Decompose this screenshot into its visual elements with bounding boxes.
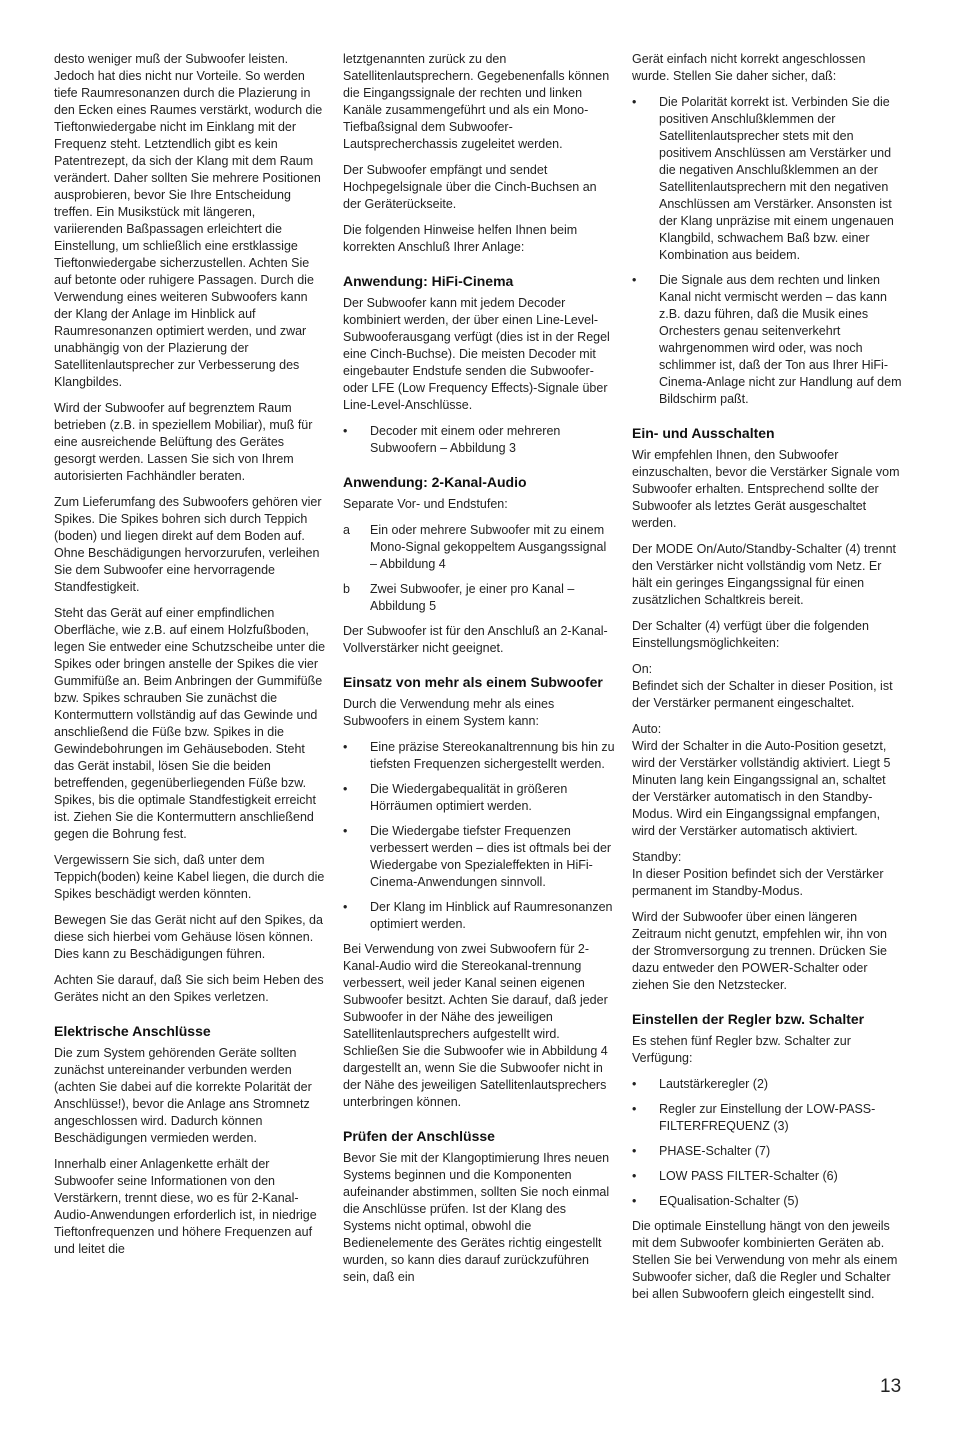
list-item-text: EQualisation-Schalter (5) [659,1194,799,1208]
section-heading-regler-schalter: Einstellen der Regler bzw. Schalter [632,1011,865,1027]
list-item [343,823,615,891]
paragraph: desto weniger muß der Subwoofer leisten. Jedoch hat dies nicht nur Vorteile. So werden tiefe Raumresonanzen durch die Plazierung in den Ecken eines Raumes verstärkt, wodurch die Tieftonwiedergabe nicht im Einklang mit der Frequenz steht. Letztendlich gibt es kein Patentrezept, da sich der Klang mit dem Raum verändert. Daher sollten Sie mehrere Positionen ausprobieren, bevor Sie Ihre Entscheidung treffen. Ein Musikstück mit längeren, variierenden Baßpassagen erleichtert die Einstellung, um schließlich eine erstklassige Tieftonwiedergabe sicherzustellen. Achten Sie auf betonte oder ruhigere Passagen. Durch die Verwendung eines weiteren Subwoofers kann der Klang der Anlage im Hinblick auf Raumresonanzen optimiert werden, und zwar unabhängig von der Plazierung der Satellitenlautsprecher zur Verbesserung des Klangbildes. [54,52,323,389]
bullet-marker: • [343,824,348,838]
bullet-marker: • [632,1102,637,1116]
list-item-text: Zwei Subwoofer, je einer pro Kanal – Abbildung 5 [370,582,575,613]
bullet-marker: • [632,1077,637,1091]
list-item [343,581,615,615]
paragraph: Separate Vor- und Endstufen: [343,497,508,511]
paragraph: Der Subwoofer kann mit jedem Decoder kombiniert werden, der über einen Line-Level-Subwooferausgang verfügt (dies ist in der Regel eine Cinch-Buchse). Die meisten Decoder mit eingebauter Endstufe senden die Subwoofer- oder LFE (Low Frequency Effects)-Signale über Line-Level-Anschlüsse. [343,296,610,412]
list-item-text: Der Klang im Hinblick auf Raumresonanzen optimiert werden. [370,900,613,931]
column-1 [54,51,326,1267]
list-item-text: LOW PASS FILTER-Schalter (6) [659,1169,838,1183]
section-heading-hifi-cinema: Anwendung: HiFi-Cinema [343,273,514,289]
list-item [632,272,904,408]
list-item-text: Lautstärkeregler (2) [659,1077,769,1091]
paragraph: Der MODE On/Auto/Standby-Schalter (4) trennt den Verstärker nicht vollständig vom Netz. Er hält ein geringes Eingangssignal für einen zusätzlichen Schaltkreis bereit. [632,542,896,607]
column-2 [343,51,615,1295]
paragraph: Die folgenden Hinweise helfen Ihnen beim korrekten Anschluß Ihrer Anlage: [343,223,578,254]
section-heading-ein-und-ausschalten: Ein- und Ausschalten [632,425,775,441]
paragraph: letztgenannten zurück zu den Satellitenlautsprechern. Gegebenenfalls können die Eingangssignale der rechten und linken Kanäle zusammengeführt und als ein Mono-Tiefbaßsignal dem Subwoofer-Lautsprecherchassis zugeleitet werden. [343,52,610,151]
bullet-marker: • [343,782,348,796]
paragraph: Wird der Subwoofer auf begrenztem Raum betrieben (z.B. in speziellem Mobiliar), muß für eine ausreichende Belüftung des Gerätes gesorgt werden. Lassen Sie sich von Ihrem autorisierten Fachhändler beraten. [54,401,313,483]
paragraph: Der Schalter (4) verfügt über die folgenden Einstellungsmöglichkeiten: [632,619,869,650]
list-item-text: Regler zur Einstellung der LOW-PASS-FILTERFREQUENZ (3) [659,1102,876,1133]
paragraph: Steht das Gerät auf einer empfindlichen Oberfläche, wie z.B. auf einem Holzfußboden, legen Sie entweder eine Schutzscheibe unter die Spikes oder bringen anstelle der Spikes die vier Gummifüße an. Beim Anbringen der Gummifüße bzw. Spikes schrauben Sie zunächst die Kontermuttern vollständig auf das Gewinde und anschließend die Füße bzw. Spikes in die Gewindebohrungen im Gehäuseboden. Steht das Gerät instabil, lösen Sie die beiden betreffenden, gegenüberliegenden Füße bzw. Spikes, bis die optimale Standfestigkeit erreicht ist. Ziehen Sie die Kontermuttern anschließend gegen die Bohrung fest. [54,606,326,841]
list-item [632,1143,904,1160]
bullet-marker: • [632,1169,637,1183]
mode-standby-description [632,849,904,900]
paragraph: Der Subwoofer ist für den Anschluß an 2-Kanal-Vollverstärker nicht geeignet. [343,624,608,655]
list-item [632,94,904,264]
list-item [343,781,615,815]
section-heading-elektrische-anschluesse: Elektrische Anschlüsse [54,1023,211,1039]
mode-auto-label: Auto: [632,722,662,736]
mode-on-description [632,661,904,712]
mode-standby-label: Standby: [632,850,682,864]
page-number: 13 [880,1376,902,1397]
bullet-marker: • [632,95,637,109]
column-3 [632,51,904,1312]
list-item [343,423,615,457]
bullet-marker: • [343,740,348,754]
list-item [632,1101,904,1135]
mode-auto-description [632,721,904,840]
mode-on-text: Befindet sich der Schalter in dieser Position, ist der Verstärker permanent eingeschaltet. [632,679,893,710]
list-item-text: Die Wiedergabequalität in größeren Hörräumen optimiert werden. [370,782,568,813]
mode-on-label: On: [632,662,653,676]
bullet-marker: • [632,1144,637,1158]
list-item-text: Die Wiedergabe tiefster Frequenzen verbessert werden – dies ist oftmals bei der Wiedergabe von Spezialeffekten in HiFi-Cinema-Anwendungen sinnvoll. [370,824,612,889]
list-item-text: Ein oder mehrere Subwoofer mit zu einem Mono-Signal gekoppeltem Ausgangssignal – Abbildung 4 [370,523,607,571]
mode-auto-text: Wird der Schalter in die Auto-Position gesetzt, wird der Verstärker vollständig aktiviert. Liegt 5 Minuten lang kein Eingangssignal an, schaltet der Verstärker automatisch in den Standby-Modus. Wird ein Eingangssignal empfangen, wird der Verstärker automatisch aktiviert. [632,739,891,838]
paragraph: Gerät einfach nicht korrekt angeschlossen wurde. Stellen Sie daher sicher, daß: [632,52,866,83]
paragraph: Durch die Verwendung mehr als eines Subwoofers in einem System kann: [343,697,555,728]
list-item [632,1168,904,1185]
paragraph: Es stehen fünf Regler bzw. Schalter zur Verfügung: [632,1034,851,1065]
paragraph: Wir empfehlen Ihnen, den Subwoofer einzuschalten, bevor die Verstärker Signale vom Subwoofer erhalten. Entsprechend sollte der Subwoofer als letztes Gerät ausgeschaltet werden. [632,448,900,530]
bullet-marker: • [632,273,637,287]
list-item-text: Die Polarität korrekt ist. Verbinden Sie die positiven Anschlußklemmen der Satellitenlautsprecher stets mit den positivem Anschlüssen am Verstärker und die negativen Anschlußklemmen an der Satellitenlautsprechern mit den negativen Anschlüssen am Verstärker. Ansonsten ist der Klang unpräzise mit einem ungenauen Klangbild, schwachem Baß bzw. einer Kombination aus beidem. [659,95,894,262]
paragraph: Die zum System gehörenden Geräte sollten zunächst untereinander verbunden werden (achten Sie dabei auf die korrekte Polarität der Anschlüsse!), bevor die Anlage ans Stromnetz angeschlossen wird. Dadurch können Beschädigungen vermieden werden. [54,1046,312,1145]
mode-standby-text: In dieser Position befindet sich der Verstärker permanent im Standby-Modus. [632,867,884,898]
list-item [343,739,615,773]
paragraph: Bewegen Sie das Gerät nicht auf den Spikes, da diese sich hierbei vom Gehäuse lösen können. Dies kann zu Beschädigungen führen. [54,913,323,961]
paragraph: Die optimale Einstellung hängt von den jeweils mit dem Subwoofer kombinierten Geräten ab. Stellen Sie bei Verwendung von mehr als einem Subwoofer sicher, daß die Regler und Schalter bei allen Subwoofern gleich eingestellt sind. [632,1219,898,1301]
list-marker-a: a [343,523,350,537]
paragraph: Vergewissern Sie sich, daß unter dem Teppich(boden) keine Kabel liegen, die durch die Spikes beschädigt werden könnten. [54,853,325,901]
section-heading-mehrere-subwoofer: Einsatz von mehr als einem Subwoofer [343,674,603,690]
list-item-text: Decoder mit einem oder mehreren Subwoofern – Abbildung 3 [370,424,561,455]
paragraph: Wird der Subwoofer über einen längeren Zeitraum nicht genutzt, empfehlen wir, ihn von der Stromversorgung zu trennen. Drücken Sie dazu entweder den POWER-Schalter oder ziehen Sie den Netzstecker. [632,910,887,992]
list-item [343,899,615,933]
paragraph: Innerhalb einer Anlagenkette erhält der Subwoofer seine Informationen von den Verstärkern, trennt diese, wo es für 2-Kanal-Audio-Anwendungen erforderlich ist, in niedrige Tieftonfrequenzen und höhere Frequenzen auf und leitet die [54,1157,317,1256]
bullet-marker: • [632,1194,637,1208]
section-heading-pruefen-der-anschluesse: Prüfen der Anschlüsse [343,1128,495,1144]
list-item-text: Die Signale aus dem rechten und linken Kanal nicht vermischt werden – das kann z.B. dazu führen, daß die Musik eines Orchesters genau seitenverkehrt wahrgenommen wird oder, was noch schlimmer ist, daß der Ton aus Ihrer HiFi-Cinema-Anlage nicht zur Handlung auf dem Bildschirm paßt. [659,273,902,406]
list-item-text: Eine präzise Stereokanaltrennung bis hin zu tiefsten Frequenzen sichergestellt werden. [370,740,615,771]
paragraph: Der Subwoofer empfängt und sendet Hochpegelsignale über die Cinch-Buchsen an der Geräterückseite. [343,163,597,211]
list-item [632,1076,904,1093]
list-item-text: PHASE-Schalter (7) [659,1144,771,1158]
paragraph: Zum Lieferumfang des Subwoofers gehören vier Spikes. Die Spikes bohren sich durch Teppich (boden) und liegen direkt auf dem Boden auf. Ohne Beschädigungen hervorzurufen, verleihen Sie dem Subwoofer eine hervorragende Standfestigkeit. [54,495,322,594]
paragraph: Achten Sie darauf, daß Sie sich beim Heben des Gerätes nicht an den Spikes verletzen. [54,973,324,1004]
list-item [343,522,615,573]
bullet-marker: • [343,900,348,914]
paragraph: Bevor Sie mit der Klangoptimierung Ihres neuen Systems beginnen und die Komponenten aufeinander abstimmen, sollten Sie noch einmal die Anschlüsse prüfen. Ist der Klang des Systems nicht optimal, obwohl die Bedienelemente des Gerätes richtig eingestellt wurden, so kann dies darauf zurückzuführen sein, daß ein [343,1151,610,1284]
section-heading-2-kanal-audio: Anwendung: 2-Kanal-Audio [343,474,527,490]
list-marker-b: b [343,582,350,596]
bullet-marker: • [343,424,348,438]
list-item [632,1193,904,1210]
paragraph: Bei Verwendung von zwei Subwoofern für 2-Kanal-Audio wird die Stereokanal-trennung verbessert, weil jeder Kanal seinen eigenen Subwoofer besitzt. Achten Sie darauf, daß jeder Subwoofer in der Nähe des jeweiligen Satellitenlautsprechers aufgestellt wird. Schließen Sie die Subwoofer wie in Abbildung 4 dargestellt an, wenn Sie die Subwoofer nicht in der Nähe des jeweiligen Satellitenlautsprechers unterbringen können. [343,942,608,1109]
